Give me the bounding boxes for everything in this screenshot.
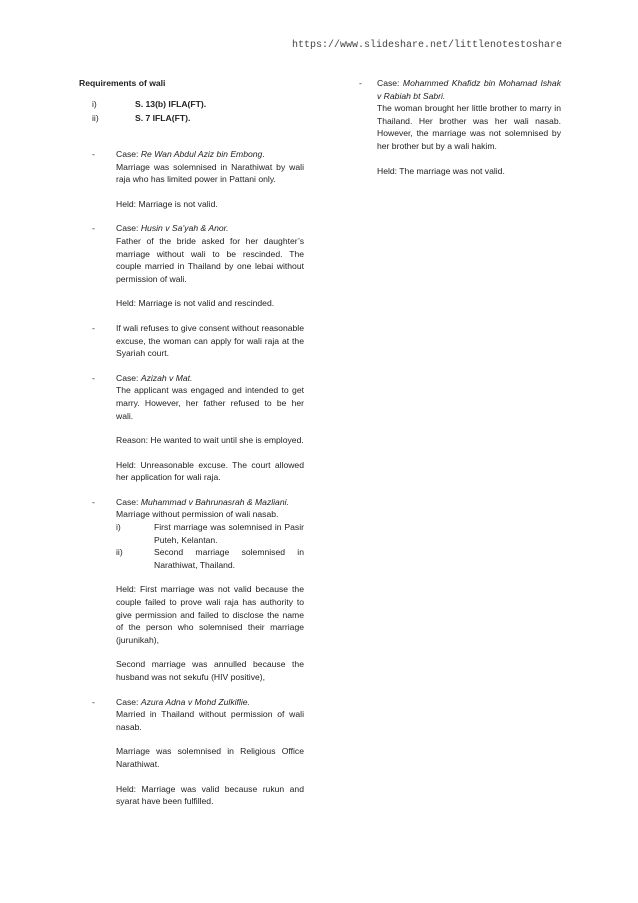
left-column — [92, 98, 304, 820]
case-held: Held: Marriage is not valid. — [116, 198, 218, 209]
case-second-marriage: Second marriage was annulled because the husband was not sekufu (HIV positive), — [116, 659, 304, 682]
bullet-dash: - — [92, 496, 95, 507]
statute-text: S. 7 IFLA(FT). — [135, 113, 191, 123]
case-husin — [92, 222, 304, 310]
case-name: Muhammad v Bahrunasrah & Mazliani. — [140, 496, 289, 507]
case-khafidz — [359, 77, 561, 177]
case-azizah — [92, 372, 304, 484]
statute-number: i) — [92, 99, 97, 109]
case-name: Azizah v Mat. — [140, 372, 193, 383]
case-held: Held: The marriage was not valid. — [377, 165, 505, 176]
case-name: Husin v Sa’yah & Anor. — [140, 223, 229, 234]
statute-item — [92, 112, 304, 126]
bullet-dash: - — [92, 322, 95, 333]
case-facts: Case: Husin v Sa’yah & Anor. Father of the bride asked for her daughter’s marriage without wali to be rescinded. The couple married in Thailand by one lebai without permission of wali. — [116, 223, 304, 284]
case-re-wan-abdul-aziz — [92, 148, 304, 210]
sub-item: ii) Second marriage solemnised in Narathiwat, Thailand. — [116, 547, 304, 570]
sub-item: i) First marriage was solemnised in Pasir Puteh, Kelantan. — [116, 522, 304, 545]
bullet-dash: - — [92, 149, 95, 159]
case-facts: Case: Mohammed Khafidz bin Mohamad Ishak v Rabiah bt Sabri. The woman brought her little brother to marry in Thailand. Her brother was her wali nasab. However, the marriage was not solemnised by her brother but by a wali hakim. — [377, 78, 561, 151]
case-held: Held: Marriage is not valid and rescinded. — [116, 298, 275, 309]
case-azura — [92, 696, 304, 808]
case-facts: Case: Azura Adna v Mohd Zulkiflie. Married in Thailand without permission of wali nasab. — [116, 696, 304, 732]
bullet-dash: - — [359, 78, 362, 88]
statute-list — [92, 98, 304, 126]
statute-text: S. 13(b) IFLA(FT). — [135, 99, 207, 109]
right-column — [359, 77, 561, 189]
case-muhammad — [92, 496, 304, 684]
case-held: Held: First marriage was not valid because the couple failed to prove wali raja has authority to give permission and failed to disclose the name of the person who solemnised their marriage (jurunikah), — [116, 584, 304, 645]
statute-number: ii) — [92, 113, 99, 123]
bullet-dash: - — [92, 372, 95, 383]
case-facts: Case: Azizah v Mat. The applicant was engaged and intended to get marry. However, her father refused to be her wali. — [116, 372, 304, 421]
section-heading: Requirements of wali — [79, 78, 166, 88]
case-name: Mohammed Khafidz bin Mohamad Ishak v Rabiah bt Sabri. — [377, 78, 561, 101]
bullet-dash: - — [92, 223, 95, 234]
case-name: Re Wan Abdul Aziz bin Embong — [140, 149, 263, 159]
case-held: Held: Unreasonable excuse. The court allowed her application for wali raja. — [116, 459, 304, 483]
note-wali-refuses — [92, 322, 304, 360]
bullet-dash: - — [92, 696, 95, 707]
case-facts: Case: Re Wan Abdul Aziz bin Embong. Marriage was solemnised in Narathiwat by wali raja who has limited power in Pattani only. — [116, 149, 304, 185]
source-url: https://www.slideshare.net/littlenotestoshare — [291, 40, 562, 51]
statute-item — [92, 98, 304, 112]
case-name: Azura Adna v Mohd Zulkiflie. — [140, 696, 250, 707]
note-text: If wali refuses to give consent without reasonable excuse, the woman can apply for wali raja at the Syariah court. — [116, 322, 304, 359]
case-office: Marriage was solemnised in Religious Office Narathiwat. — [116, 746, 304, 769]
case-held: Held: Marriage was valid because rukun and syarat have been fulfilled. — [116, 783, 304, 807]
case-reason: Reason: He wanted to wait until she is employed. — [116, 435, 304, 446]
case-facts: Case: Muhammad v Bahrunasrah & Mazliani. Marriage without permission of wali nasab. i) First marriage was solemnised in Pasir Puteh, Kelantan. ii) Second marriage solemnised in Narathiwat, Thailand. — [116, 496, 304, 570]
